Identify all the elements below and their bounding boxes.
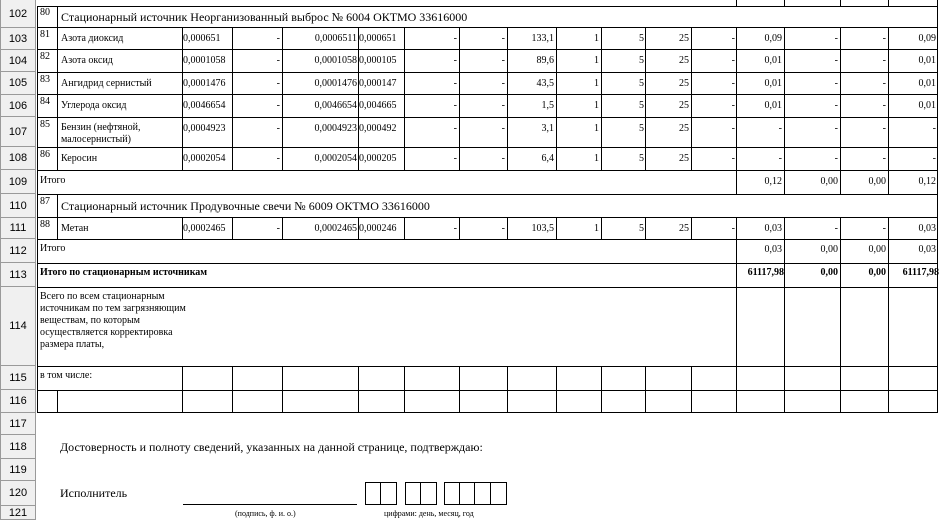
table-cell[interactable]: 1 [594, 123, 599, 134]
table-cell[interactable]: 1 [594, 78, 599, 89]
date-caption: цифрами: день, месяц, год [384, 509, 474, 518]
table-cell[interactable]: - [501, 33, 505, 44]
table-cell[interactable]: 25 [679, 100, 689, 111]
table-cell[interactable]: - [882, 223, 886, 234]
date-field[interactable] [365, 482, 507, 505]
table-cell[interactable]: - [501, 100, 505, 111]
signature-field[interactable] [183, 486, 357, 504]
table-cell[interactable]: 0,09 [764, 33, 782, 44]
section-title: Стационарный источник Неорганизованный выброс № 6004 ОКТМО 33616000 [61, 10, 468, 24]
table-cell[interactable]: 0,000651 [183, 33, 221, 44]
table-cell[interactable]: 0,000147 [359, 78, 397, 89]
table-cell[interactable]: - [501, 223, 505, 234]
table-cell[interactable]: 25 [679, 223, 689, 234]
row-number: 103 [8, 32, 28, 45]
table-cell[interactable]: 0,0002465 [314, 223, 357, 234]
table-cell[interactable]: 0,000205 [359, 153, 397, 164]
subtotal-label: Итого [40, 175, 66, 186]
table-cell[interactable]: 0,0004923 [183, 123, 226, 134]
row-number: 110 [9, 199, 27, 212]
table-cell[interactable]: 0,0001058 [314, 55, 357, 66]
table-cell[interactable]: - [453, 33, 457, 44]
row-number: 111 [9, 222, 27, 234]
table-cell[interactable]: 25 [679, 33, 689, 44]
table-cell[interactable]: 103,5 [531, 223, 554, 234]
table-cell[interactable]: 0,0001476 [183, 78, 226, 89]
row-number: 102 [8, 7, 28, 20]
row-number: 117 [9, 417, 27, 430]
section-title: Стационарный источник Продувочные свечи № 6009 ОКТМО 33616000 [61, 199, 430, 213]
table-cell[interactable]: 0,01 [918, 100, 936, 111]
table-cell[interactable]: - [834, 33, 838, 44]
row-number: 109 [8, 175, 28, 188]
table-cell[interactable]: 1 [594, 223, 599, 234]
row-index: 81 [40, 29, 50, 40]
table-cell[interactable]: - [501, 153, 505, 164]
row-number: 114 [9, 320, 27, 332]
total-value: 0,00 [820, 267, 838, 278]
row-number: 119 [9, 463, 27, 476]
confirmation-text: Достоверность и полноту сведений, указанных на данной странице, подтверждаю: [60, 440, 483, 454]
substance-name: Ангидрид сернистый [61, 78, 152, 89]
subtotal-label: Итого [40, 243, 66, 254]
table-cell[interactable]: - [276, 123, 280, 134]
table-cell[interactable]: - [731, 100, 735, 111]
section-number: 87 [40, 196, 50, 207]
table-cell[interactable]: 5 [639, 100, 644, 111]
table-cell[interactable]: 1 [594, 153, 599, 164]
table-cell[interactable]: 0,01 [764, 78, 782, 89]
table-cell[interactable]: 6,4 [541, 153, 554, 164]
table-cell[interactable]: 0,0004923 [314, 123, 357, 134]
substance-name: Азота оксид [61, 55, 113, 66]
table-cell[interactable]: 0,0046654 [183, 100, 226, 111]
table-cell[interactable]: 1,5 [541, 100, 554, 111]
table-cell[interactable]: - [731, 55, 735, 66]
table-cell[interactable]: 1 [594, 100, 599, 111]
subtotal-value: 0,00 [820, 176, 838, 187]
subtotal-value: 0,03 [764, 244, 782, 255]
table-cell[interactable]: - [834, 153, 838, 164]
table-cell[interactable]: - [778, 123, 782, 134]
table-cell[interactable]: - [276, 55, 280, 66]
row-number: 120 [8, 487, 28, 499]
row-number: 116 [9, 395, 27, 407]
row-number: 104 [8, 54, 28, 67]
row-number: 108 [8, 152, 28, 164]
table-cell[interactable]: 0,000651 [359, 33, 397, 44]
table-cell[interactable]: - [276, 223, 280, 234]
total-value: 0,00 [868, 267, 886, 278]
table-cell[interactable]: 1 [594, 55, 599, 66]
table-cell[interactable]: 25 [679, 153, 689, 164]
row-number: 105 [8, 77, 28, 89]
table-cell[interactable]: - [453, 100, 457, 111]
table-cell[interactable]: - [882, 123, 886, 134]
row-index: 85 [40, 119, 50, 130]
table-cell[interactable]: 5 [639, 78, 644, 89]
subtotal-value: 0,12 [764, 176, 782, 187]
subtotal-value: 0,00 [820, 244, 838, 255]
subtotal-value: 0,12 [918, 176, 936, 187]
row-index: 82 [40, 51, 50, 62]
table-cell[interactable]: - [276, 153, 280, 164]
subtotal-value: 0,00 [868, 244, 886, 255]
table-cell[interactable]: 0,03 [764, 223, 782, 234]
total-value: 61117,98 [902, 267, 939, 278]
table-cell[interactable]: - [731, 33, 735, 44]
table-cell[interactable]: 5 [639, 223, 644, 234]
table-cell[interactable]: 0,0002465 [183, 223, 226, 234]
table-cell[interactable]: - [276, 100, 280, 111]
table-cell[interactable]: - [453, 153, 457, 164]
table-cell[interactable]: - [731, 123, 735, 134]
table-cell[interactable]: 0,000105 [359, 55, 397, 66]
substance-name: Керосин [61, 153, 98, 164]
table-cell[interactable]: 0,0046654 [314, 100, 357, 111]
table-cell[interactable]: - [834, 55, 838, 66]
row-number: 115 [9, 371, 27, 384]
row-number: 107 [8, 125, 28, 138]
table-cell[interactable]: 133,1 [531, 33, 554, 44]
table-cell[interactable]: 0,0006511 [314, 33, 357, 44]
subtotal-value: 0,00 [868, 176, 886, 187]
row-number: 121 [8, 506, 28, 519]
table-cell[interactable]: - [882, 100, 886, 111]
table-cell[interactable]: - [882, 33, 886, 44]
table-cell[interactable]: - [501, 123, 505, 134]
table-cell[interactable]: - [453, 223, 457, 234]
table-cell[interactable]: - [453, 78, 457, 89]
table-cell[interactable]: - [453, 123, 457, 134]
row-index: 84 [40, 96, 50, 107]
table-cell[interactable]: - [834, 78, 838, 89]
row-index: 88 [40, 219, 50, 230]
table-cell[interactable]: 0,004665 [359, 100, 397, 111]
table-cell[interactable]: 0,0001476 [314, 78, 357, 89]
table-cell[interactable]: - [501, 78, 505, 89]
table-cell[interactable]: - [501, 55, 505, 66]
table-cell[interactable]: - [932, 123, 936, 134]
table-cell[interactable]: 0,0002054 [183, 153, 226, 164]
table-cell[interactable]: - [834, 123, 838, 134]
subtotal-value: 0,03 [918, 244, 936, 255]
table-cell[interactable]: - [276, 78, 280, 89]
table-cell[interactable]: - [731, 153, 735, 164]
substance-name: Азота диоксид [61, 33, 124, 44]
table-cell[interactable]: 0,03 [918, 223, 936, 234]
table-cell[interactable]: 0,09 [918, 33, 936, 44]
table-cell[interactable]: - [453, 55, 457, 66]
table-cell[interactable]: - [731, 78, 735, 89]
row-index: 86 [40, 149, 50, 160]
table-cell[interactable]: 3,1 [541, 123, 554, 134]
table-cell[interactable]: 0,01 [918, 55, 936, 66]
table-cell[interactable]: 43,5 [536, 78, 554, 89]
table-cell[interactable]: 0,01 [764, 100, 782, 111]
table-cell[interactable]: 0,0002054 [314, 153, 357, 164]
row-index: 83 [40, 74, 50, 85]
table-cell[interactable]: 5 [639, 123, 644, 134]
table-cell[interactable]: 25 [679, 123, 689, 134]
table-cell[interactable]: 25 [679, 78, 689, 89]
row-number: 113 [9, 268, 27, 281]
table-cell[interactable]: 25 [679, 55, 689, 66]
table-cell[interactable]: 5 [639, 55, 644, 66]
corrected-total-label: Всего по всем стационарным источникам по тем загрязняющим веществам, по которым осуществляется корректировка размера платы, [40, 291, 186, 350]
table-cell[interactable]: - [834, 100, 838, 111]
table-cell[interactable]: 89,6 [536, 55, 554, 66]
substance-name: Метан [61, 223, 89, 234]
table-cell[interactable]: - [932, 153, 936, 164]
row-number: 118 [9, 440, 27, 453]
executor-label: Исполнитель [60, 486, 128, 500]
table-cell[interactable]: 0,000246 [359, 223, 397, 234]
table-cell[interactable]: - [882, 55, 886, 66]
table-cell[interactable]: 0,01 [918, 78, 936, 89]
total-value: 61117,98 [747, 267, 784, 278]
substance-name: Бензин (нефтяной, малосернистый) [61, 122, 141, 145]
signature-caption: (подпись, ф. и. о.) [235, 509, 296, 518]
table-cell[interactable]: - [882, 78, 886, 89]
table-cell[interactable]: 5 [639, 153, 644, 164]
total-label: Итого по стационарным источникам [40, 267, 208, 278]
table-cell[interactable]: - [882, 153, 886, 164]
substance-name: Углерода оксид [61, 100, 127, 111]
row-number: 112 [9, 244, 27, 257]
including-label: в том числе: [40, 370, 93, 381]
section-number: 80 [40, 7, 50, 18]
table-cell[interactable]: - [276, 33, 280, 44]
table-cell[interactable]: - [834, 223, 838, 234]
table-cell[interactable]: 0,0001058 [183, 55, 226, 66]
table-cell[interactable]: 5 [639, 33, 644, 44]
table-cell[interactable]: 0,000492 [359, 123, 397, 134]
row-number: 106 [8, 99, 28, 112]
table-cell[interactable]: 1 [594, 33, 599, 44]
table-cell[interactable]: - [778, 153, 782, 164]
table-cell[interactable]: - [731, 223, 735, 234]
table-cell[interactable]: 0,01 [764, 55, 782, 66]
